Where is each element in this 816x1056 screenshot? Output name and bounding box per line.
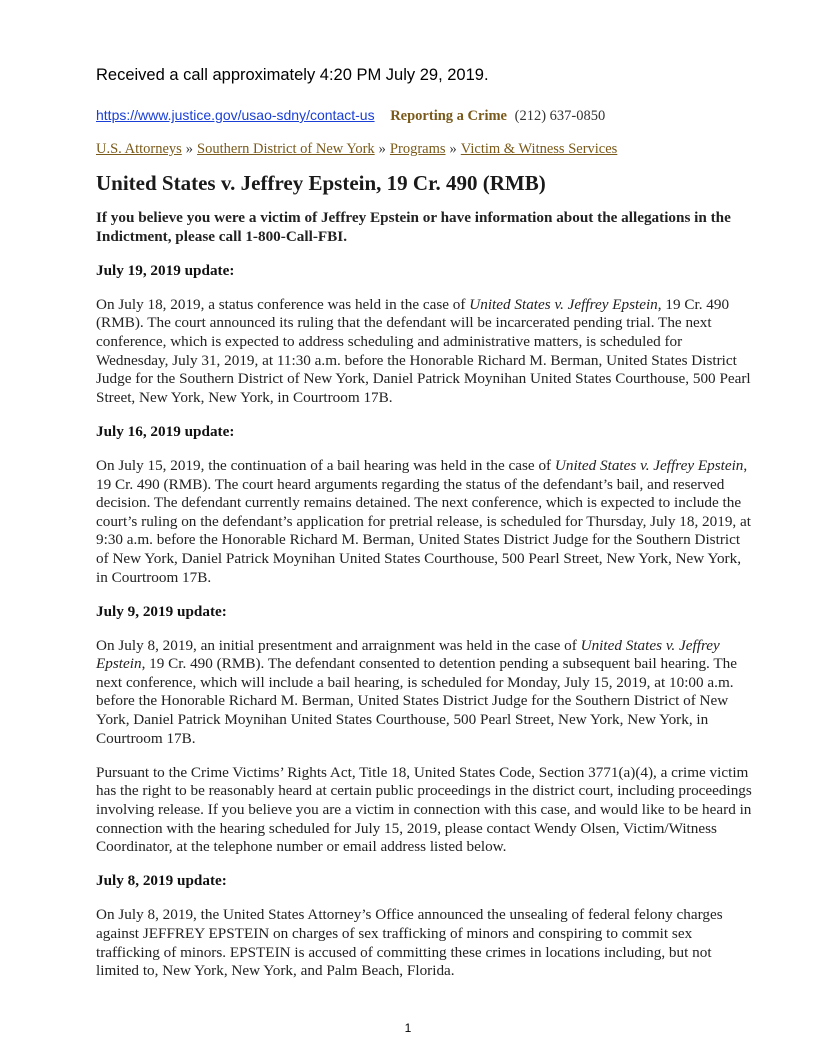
breadcrumb-item-programs[interactable]: Programs — [389, 141, 446, 157]
update-paragraph: On July 8, 2019, the United States Attorney’s Office announced the unsealing of federal felony charges against JEFFREY EPSTEIN on charges of sex trafficking of minors and conspiring to commit sex trafficking of minors. EPSTEIN is accused of committing these crimes in locations including, but not limited to, New York, New York, and Palm Beach, Florida. — [96, 906, 723, 980]
breadcrumb-item-us-attorneys[interactable]: U.S. Attorneys — [96, 141, 182, 157]
case-name: United States v. Jeffrey Epstein — [96, 636, 720, 673]
case-name: United States v. Jeffrey Epstein — [554, 456, 744, 474]
article-body — [96, 209, 756, 996]
update-heading: July 8, 2019 update: — [96, 872, 227, 890]
handwritten-note: Received a call approximately 4:20 PM July 29, 2019. — [96, 66, 489, 84]
update-heading: July 19, 2019 update: — [96, 261, 235, 279]
contact-url-link[interactable]: https://www.justice.gov/usao-sdny/contact-us — [96, 107, 375, 123]
update-heading: July 9, 2019 update: — [96, 602, 227, 620]
update-paragraph: On July 18, 2019, a status conference was held in the case of United States v. Jeffrey Epstein, 19 Cr. 490 (RMB). The court announced its ruling that the defendant will be incarcerated pending trial. The next conference, which is expected to address scheduling and administrative matters, is scheduled for Wednesday, July 31, 2019, at 11:30 a.m. before the Honorable Richard M. Berman, United States District Judge for the Southern District of New York, Daniel Patrick Moynihan United States Courthouse, 500 Pearl Street, New York, New York, in Courtroom 17B. — [96, 295, 751, 406]
contact-line — [96, 107, 605, 125]
page-title: United States v. Jeffrey Epstein, 19 Cr. 490 (RMB) — [96, 171, 546, 195]
case-name: United States v. Jeffrey Epstein — [469, 295, 658, 313]
breadcrumb-separator: » — [185, 141, 194, 157]
intro-paragraph: If you believe you were a victim of Jeffrey Epstein or have information about the allegations in the Indictment, please call 1-800-Call-FBI. — [96, 209, 731, 245]
breadcrumb-separator: » — [449, 141, 457, 157]
update-heading: July 16, 2019 update: — [96, 422, 235, 440]
breadcrumb-item-victim-witness[interactable]: Victim & Witness Services — [460, 141, 618, 157]
update-paragraph: On July 8, 2019, an initial presentment and arraignment was held in the case of United States v. Jeffrey Epstein, 19 Cr. 490 (RMB). The defendant consented to detention pending a subsequent bail hearing. The next conference, which will include a bail hearing, is scheduled for Monday, July 15, 2019, at 10:00 a.m. before the Honorable Richard M. Berman, United States District Judge for the Southern District of New York, Daniel Patrick Moynihan United States Courthouse, 500 Pearl Street, New York, New York, in Courtroom 17B. — [96, 636, 737, 747]
update-paragraph: Pursuant to the Crime Victims’ Rights Act, Title 18, United States Code, Section 3771(a)(4), a crime victim has the right to be reasonably heard at certain public proceedings in the district court, including proceedings involving release. If you believe you are a victim in connection with this case, and would like to be heard in connection with the hearing scheduled for July 15, 2019, please contact Wendy Olsen, Victim/Witness Coordinator, at the telephone number or email address listed below. — [96, 763, 752, 856]
breadcrumb-item-sdny[interactable]: Southern District of New York — [197, 141, 375, 157]
breadcrumb-separator: » — [378, 141, 386, 157]
breadcrumb — [96, 141, 617, 158]
page-number: 1 — [404, 1021, 412, 1035]
phone-number: (212) 637-0850 — [514, 108, 606, 124]
reporting-crime-label[interactable]: Reporting a Crime — [390, 108, 507, 124]
update-paragraph: On July 15, 2019, the continuation of a bail hearing was held in the case of United States v. Jeffrey Epstein, 19 Cr. 490 (RMB). The court heard arguments regarding the status of the defendant’s bail, and reserved decision. The defendant currently remains detained. The next conference, which is expected to include the court’s ruling on the defendant’s application for pretrial release, is scheduled for Thursday, July 18, 2019, at 9:30 a.m. before the Honorable Richard M. Berman, United States District Judge for the Southern District of New York, Daniel Patrick Moynihan United States Courthouse, 500 Pearl Street, New York, New York, in Courtroom 17B. — [96, 456, 751, 586]
